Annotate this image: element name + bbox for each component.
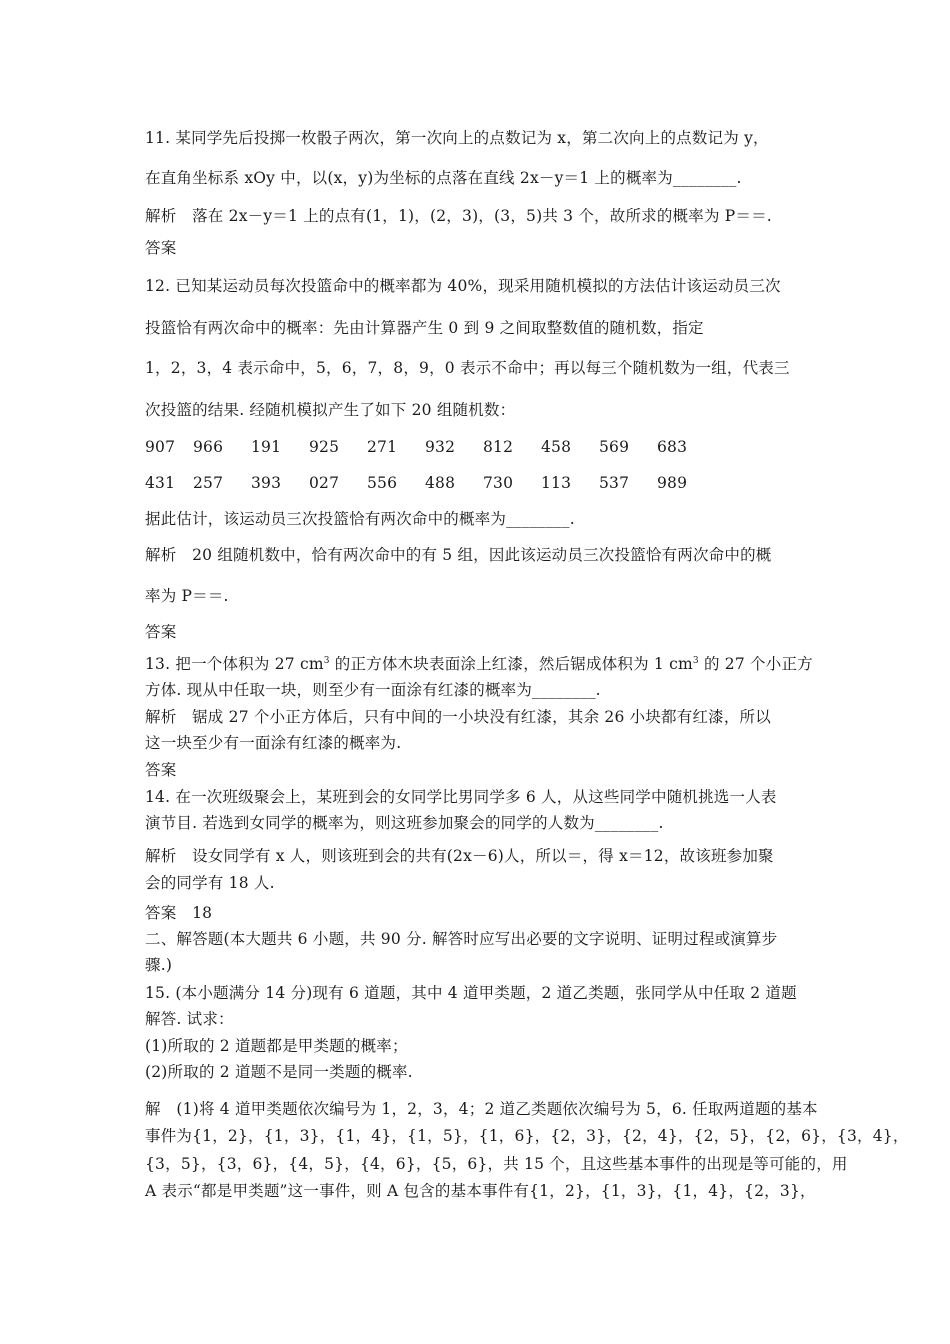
q15-part-2: (2)所取的 2 道题不是同一类题的概率. [145, 1063, 413, 1081]
random-number: 932 [425, 438, 456, 456]
q13-text-1: 13. 把一个体积为 27 cm [145, 655, 324, 673]
q14-line-1: 14. 在一次班级聚会上，某班到会的女同学比男同学多 6 人，从这些同学中随机挑选一人表 [145, 788, 777, 806]
q12-solution-2: 率为 P＝＝. [145, 587, 229, 605]
q15-solution-3: {3，5}，{3，6}，{4，5}，{4，6}，{5，6}，共 15 个，且这些基本事件的出现是等可能的，用 [145, 1155, 848, 1173]
random-number: 431 [145, 474, 176, 492]
superscript: 3 [692, 655, 699, 666]
q15-solution-1: 解 (1)将 4 道甲类题依次编号为 1，2，3，4；2 道乙类题依次编号为 5，6. 任取两道题的基本 [145, 1100, 818, 1118]
q13-answer-label: 答案 [145, 761, 177, 779]
q15-line-1: 15. (本小题满分 14 分)现有 6 道题，其中 4 道甲类题，2 道乙类题，张同学从中任取 2 道题 [145, 984, 797, 1002]
q13-line-1 [145, 654, 813, 674]
q12-line-3: 1，2，3，4 表示命中，5，6，7，8，9，0 表示不命中；再以每三个随机数为一组，代表三 [145, 359, 790, 377]
q15-solution-2: 事件为{1，2}，{1，3}，{1，4}，{1，5}，{1，6}，{2，3}，{2，4}，{2，5}，{2，6}，{3，4}， [145, 1127, 909, 1145]
q11-line-1: 11. 某同学先后投掷一枚骰子两次，第一次向上的点数记为 x，第二次向上的点数记为 y， [145, 129, 769, 147]
q14-solution-2: 会的同学有 18 人. [145, 874, 275, 892]
random-number: 488 [425, 474, 456, 492]
random-number: 569 [599, 438, 630, 456]
random-number: 393 [251, 474, 282, 492]
q15-part-1: (1)所取的 2 道题都是甲类题的概率； [145, 1037, 408, 1055]
random-numbers-row-1 [145, 437, 715, 457]
q14-solution-1: 解析 设女同学有 x 人，则该班到会的共有(2x－6)人，所以＝，得 x＝12，故该班参加聚 [145, 847, 774, 865]
q14-line-2: 演节目. 若选到女同学的概率为，则这班参加聚会的同学的人数为________. [145, 814, 664, 832]
random-number: 257 [193, 474, 224, 492]
q11-line-2: 在直角坐标系 xOy 中，以(x，y)为坐标的点落在直线 2x－y＝1 上的概率为________. [145, 169, 742, 187]
q15-line-2: 解答. 试求： [145, 1010, 234, 1028]
random-number: 925 [309, 438, 340, 456]
random-number: 191 [251, 438, 282, 456]
q12-line-4: 次投篮的结果. 经随机模拟产生了如下 20 组随机数： [145, 401, 516, 419]
random-number: 458 [541, 438, 572, 456]
random-number: 907 [145, 438, 176, 456]
q12-answer-label: 答案 [145, 623, 177, 641]
q12-line-5: 据此估计，该运动员三次投篮恰有两次命中的概率为________. [145, 510, 575, 528]
random-number: 027 [309, 474, 340, 492]
q12-line-2: 投篮恰有两次命中的概率：先由计算器产生 0 到 9 之间取整数值的随机数，指定 [145, 319, 704, 337]
q13-solution-2: 这一块至少有一面涂有红漆的概率为. [145, 734, 402, 752]
section-2-heading-2: 骤.) [145, 956, 173, 974]
q13-text-2: 的正方体木块表面涂上红漆，然后锯成体积为 1 cm [329, 655, 693, 673]
q14-answer: 答案 18 [145, 904, 213, 922]
random-numbers-row-2 [145, 473, 715, 493]
random-number: 683 [657, 438, 688, 456]
random-number: 989 [657, 474, 688, 492]
q11-answer-label: 答案 [145, 239, 177, 257]
q13-line-2: 方体. 现从中任取一块，则至少有一面涂有红漆的概率为________. [145, 681, 601, 699]
random-number: 537 [599, 474, 630, 492]
q11-solution: 解析 落在 2x－y＝1 上的点有(1，1)，(2，3)，(3，5)共 3 个，故所求的概率为 P＝＝. [145, 207, 772, 225]
superscript: 3 [323, 655, 330, 666]
random-number: 271 [367, 438, 398, 456]
q13-text-3: 的 27 个小正方 [698, 655, 813, 673]
random-number: 113 [541, 474, 572, 492]
random-number: 812 [483, 438, 514, 456]
q12-solution-1: 解析 20 组随机数中，恰有两次命中的有 5 组，因此该运动员三次投篮恰有两次命中的概 [145, 546, 772, 564]
q12-line-1: 12. 已知某运动员每次投篮命中的概率都为 40%，现采用随机模拟的方法估计该运动员三次 [145, 277, 781, 295]
random-number: 730 [483, 474, 514, 492]
q13-solution-1: 解析 锯成 27 个小正方体后，只有中间的一小块没有红漆，其余 26 小块都有红漆，所以 [145, 708, 771, 726]
section-2-heading-1: 二、解答题(本大题共 6 小题，共 90 分. 解答时应写出必要的文字说明、证明过程或演算步 [145, 930, 778, 948]
random-number: 556 [367, 474, 398, 492]
random-number: 966 [193, 438, 224, 456]
q15-solution-4: A 表示“都是甲类题”这一事件，则 A 包含的基本事件有{1，2}，{1，3}，{1，4}，{2，3}， [145, 1182, 816, 1200]
